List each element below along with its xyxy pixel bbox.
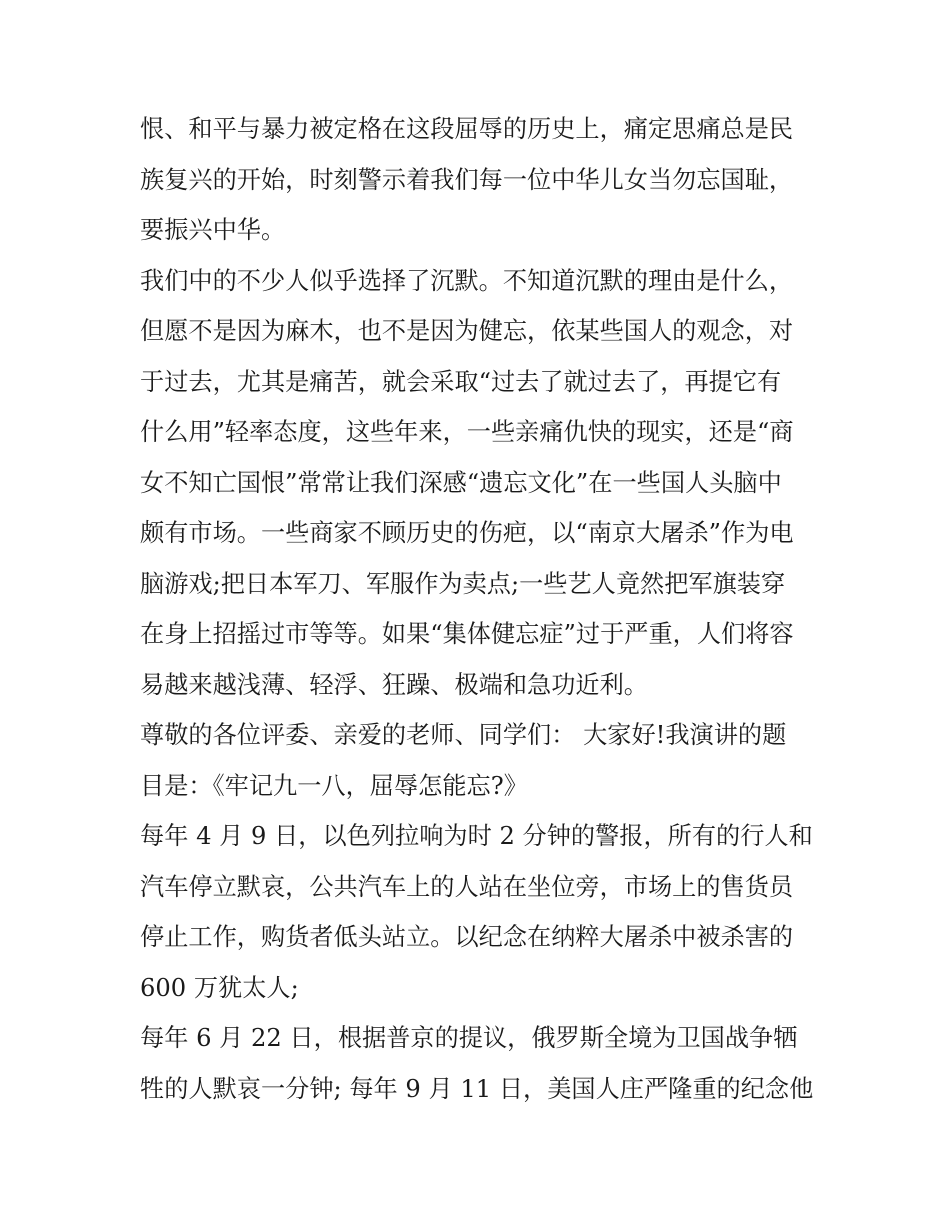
text-line: 每年 6 月 22 日，根据普京的提议，俄罗斯全境为卫国战争牺 [140,1024,798,1052]
text-line: 族复兴的开始，时刻警示着我们每一位中华儿女当勿忘国耻， [140,165,794,194]
text-line: 600 万犹太人; [140,973,299,1002]
paragraph-5 [140,1013,820,1114]
text-line: 尊敬的各位评委、亲爱的老师、同学们： 大家好!我演讲的题 [140,721,787,749]
text-line: 目是：《牢记九一八，屈辱怎能忘?》 [140,771,528,800]
text-line: 汽车停立默哀，公共汽车上的人站在坐位旁，市场上的售货员 [140,872,794,901]
text-line: 但愿不是因为麻木，也不是因为健忘，依某些国人的观念，对 [140,317,794,345]
paragraph-3 [140,710,820,811]
text-line: 脑游戏;把日本军刀、军服作为卖点;一些艺人竟然把军旗装穿 [140,569,786,598]
text-line: 要振兴中华。 [140,216,286,244]
paragraph-4 [140,811,820,1013]
text-line: 恨、和平与暴力被定格在这段屈辱的历史上，痛定思痛总是民 [140,115,794,143]
text-line: 易越来越浅薄、轻浮、狂躁、极端和急功近利。 [140,670,648,699]
text-line: 在身上招摇过市等等。如果“集体健忘症”过于严重，人们将容 [140,620,794,648]
text-line: 牲的人默哀一分钟; 每年 9 月 11 日，美国人庄严隆重的纪念他 [140,1074,814,1103]
paragraph-2 [140,256,820,711]
text-line: 于过去，尤其是痛苦，就会采取“过去了就过去了，再提它有 [140,367,782,396]
text-line: 每年 4 月 9 日，以色列拉响为时 2 分钟的警报，所有的行人和 [140,822,813,850]
text-line: 颇有市场。一些商家不顾历史的伤疤，以“南京大屠杀”作为电 [140,519,794,547]
paragraph-1 [140,104,820,256]
text-line: 我们中的不少人似乎选择了沉默。不知道沉默的理由是什么， [140,266,794,295]
text-line: 停止工作，购货者低头站立。以纪念在纳粹大屠杀中被杀害的 [140,923,794,951]
document-page [140,104,820,1114]
text-line: 女不知亡国恨”常常让我们深感“遗忘文化”在一些国人头脑中 [140,468,782,497]
text-line: 什么用”轻率态度，这些年来，一些亲痛仇快的现实，还是“商 [140,418,794,446]
